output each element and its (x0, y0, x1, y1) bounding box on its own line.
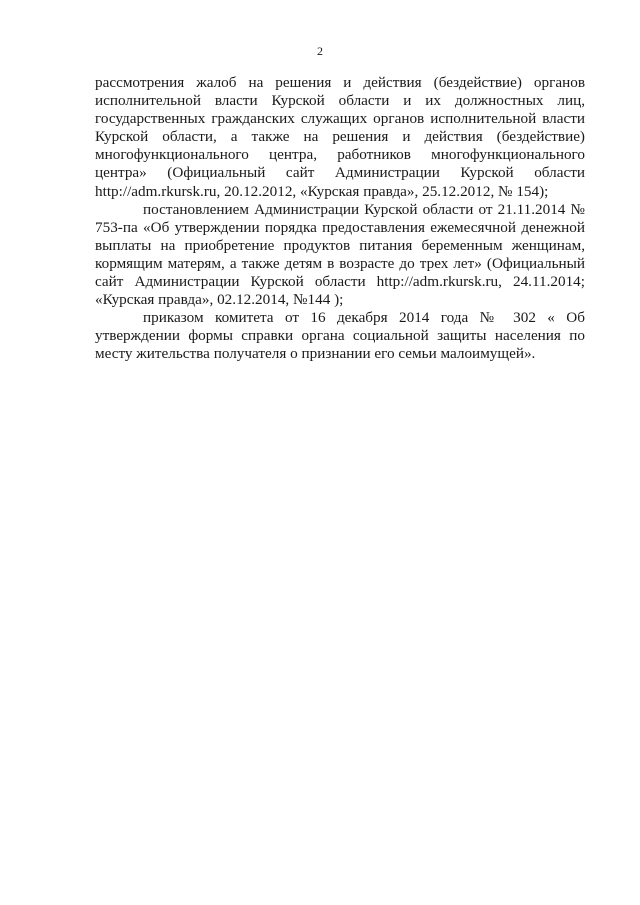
paragraph-resolution-753: постановлением Администрации Курской области от 21.11.2014 № 753-па «Об утверждении порядка предоставления ежемесячной денежной выплаты на приобретение продуктов питания беременным женщинам, кормящим матерям, а также детям в возрасте до трех лет» (Официальный сайт Администрации Курской области http://adm.rkursk.ru, 24.11.2014; «Курская правда», 02.12.2014, №144 ); (95, 200, 585, 309)
document-body (95, 74, 585, 364)
paragraph-continuation: рассмотрения жалоб на решения и действия (бездействие) органов исполнительной власти Курской области и их должностных лиц, государственных гражданских служащих органов исполнительной власти Курской области, а также на решения и действия (бездействие) многофункционального центра, работников многофункционального центра» (Официальный сайт Администрации Курской области http://adm.rkursk.ru, 20.12.2012, «Курская правда», 25.12.2012, № 154); (95, 74, 585, 200)
paragraph-order-302: приказом комитета от 16 декабря 2014 года № 302 « Об утверждении формы справки органа социальной защиты населения по месту жительства получателя о признании его семьи малоимущей». (95, 309, 585, 363)
page-number: 2 (317, 44, 323, 58)
